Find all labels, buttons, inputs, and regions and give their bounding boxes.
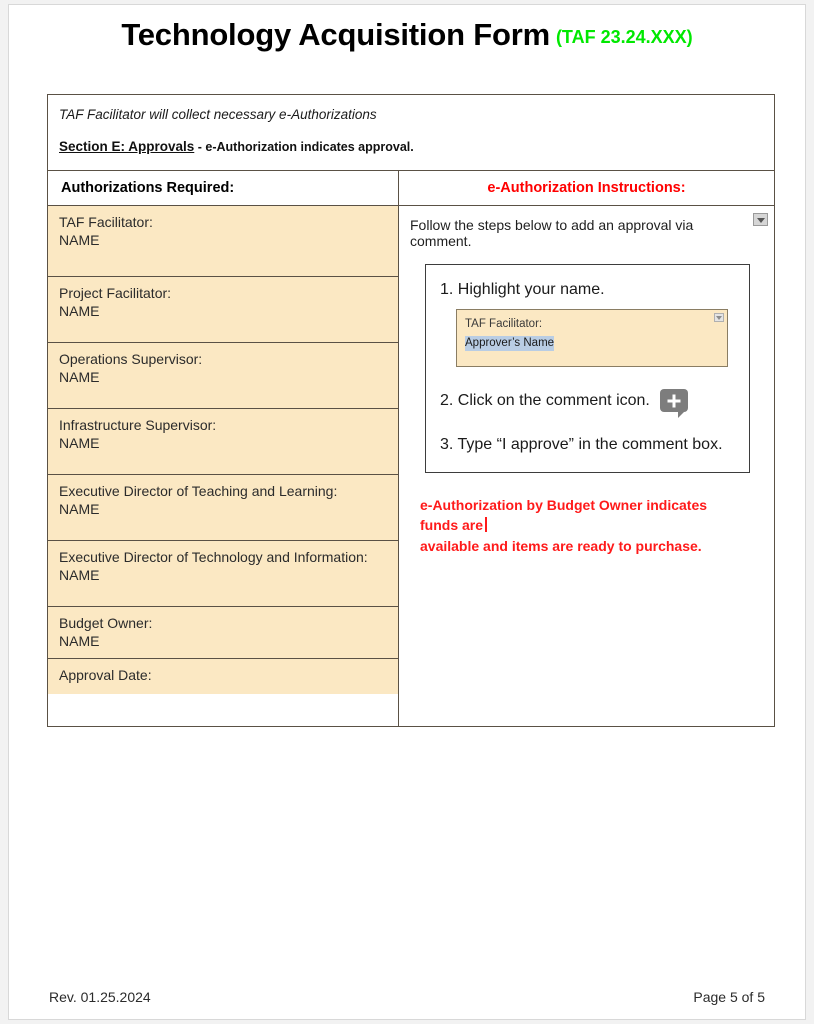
approvals-table bbox=[47, 94, 775, 727]
table-row[interactable] bbox=[48, 475, 398, 541]
table-row[interactable] bbox=[48, 343, 398, 409]
budget-owner-warning bbox=[420, 495, 748, 556]
instructions-column bbox=[399, 171, 774, 726]
page-footer bbox=[49, 989, 765, 1005]
section-tail: - e-Authorization indicates approval. bbox=[194, 140, 414, 154]
authorizations-header: Authorizations Required: bbox=[48, 171, 398, 206]
warning-line-two: available and items are ready to purchase. bbox=[420, 537, 702, 554]
example-chevron-down-icon bbox=[714, 313, 724, 322]
intro-cell bbox=[48, 95, 774, 171]
page-title bbox=[9, 17, 805, 53]
title-form-code: (TAF 23.24.XXX) bbox=[555, 27, 693, 47]
example-screenshot bbox=[456, 309, 728, 367]
text-caret bbox=[485, 517, 487, 532]
comment-add-icon[interactable] bbox=[660, 389, 688, 412]
chevron-down-icon[interactable] bbox=[753, 213, 768, 226]
revision-date: Rev. 01.25.2024 bbox=[49, 989, 151, 1005]
row-role: Operations Supervisor: bbox=[59, 351, 203, 367]
document-page bbox=[8, 4, 806, 1020]
row-name: NAME bbox=[59, 232, 100, 249]
row-role: Approval Date: bbox=[59, 667, 152, 683]
facilitator-note: TAF Facilitator will collect necessary e-Authorizations bbox=[59, 107, 377, 122]
row-role: Executive Director of Technology and Information: bbox=[59, 549, 368, 565]
example-role-label: TAF Facilitator: bbox=[465, 318, 543, 330]
steps-box bbox=[425, 264, 750, 473]
table-row[interactable] bbox=[48, 409, 398, 475]
table-columns bbox=[48, 171, 774, 726]
table-row-approval-date[interactable] bbox=[48, 659, 398, 694]
section-label: Section E: Approvals bbox=[59, 139, 195, 154]
section-heading bbox=[59, 139, 763, 154]
page-number: Page 5 of 5 bbox=[693, 989, 765, 1005]
row-role: Executive Director of Teaching and Learning: bbox=[59, 483, 338, 499]
row-role: TAF Facilitator: bbox=[59, 214, 153, 230]
instructions-header: e-Authorization Instructions: bbox=[399, 171, 774, 206]
row-name: NAME bbox=[59, 303, 100, 320]
example-highlighted-name: Approver’s Name bbox=[465, 336, 554, 352]
row-role: Project Facilitator: bbox=[59, 285, 172, 301]
row-role: Infrastructure Supervisor: bbox=[59, 417, 217, 433]
row-name: NAME bbox=[59, 435, 100, 452]
step-two-label: 2. Click on the comment icon. bbox=[440, 391, 650, 409]
table-row[interactable] bbox=[48, 206, 398, 277]
table-row[interactable] bbox=[48, 541, 398, 607]
table-row[interactable] bbox=[48, 607, 398, 659]
comment-tail bbox=[678, 411, 685, 418]
instructions-lead-text: Follow the steps below to add an approval via comment. bbox=[410, 217, 694, 249]
row-name: NAME bbox=[59, 501, 100, 518]
row-role: Budget Owner: bbox=[59, 615, 153, 631]
warning-line-one: e-Authorization by Budget Owner indicates funds are bbox=[420, 497, 708, 534]
table-row[interactable] bbox=[48, 277, 398, 343]
row-name: NAME bbox=[59, 567, 100, 584]
step-one: 1. Highlight your name. bbox=[440, 281, 605, 298]
instructions-body bbox=[399, 206, 774, 726]
row-name: NAME bbox=[59, 633, 100, 650]
authorizations-column bbox=[48, 171, 399, 726]
row-name: NAME bbox=[59, 369, 100, 386]
step-two bbox=[440, 389, 735, 412]
title-main-text: Technology Acquisition Form bbox=[121, 17, 550, 52]
step-three: 3. Type “I approve” in the comment box. bbox=[440, 436, 723, 453]
